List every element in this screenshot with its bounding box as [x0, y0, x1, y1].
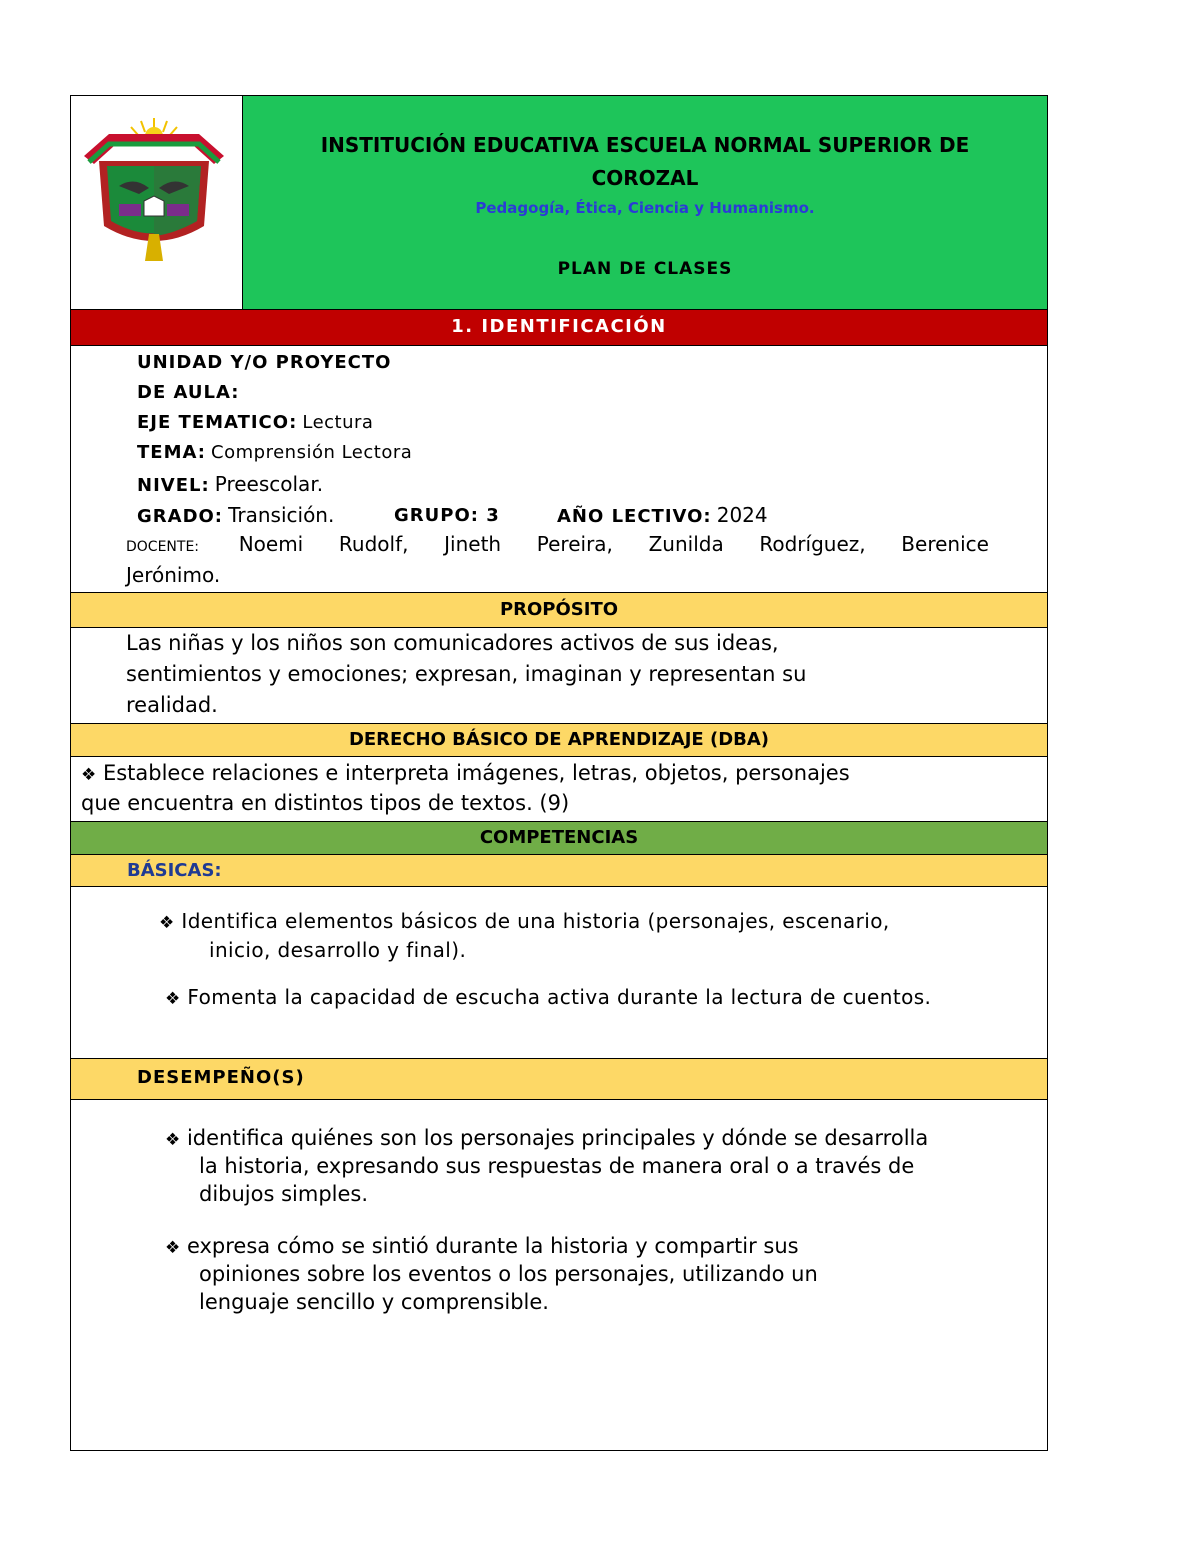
desempeno-line: la historia, expresando sus respuestas de manera oral o a través de	[199, 1154, 915, 1178]
docente-name: Berenice	[901, 532, 989, 556]
competencia-item	[165, 985, 931, 1009]
docente-line2: Jerónimo.	[126, 563, 221, 587]
institution-name-line2: COROZAL	[591, 166, 699, 190]
anio-lectivo-label: AÑO LECTIVO:	[557, 506, 712, 527]
proposito-line: Las niñas y los niños son comunicadores activos de sus ideas,	[126, 631, 779, 655]
identificacion-heading	[71, 309, 1047, 346]
unidad-label-2: DE AULA:	[137, 382, 240, 403]
proposito-line: realidad.	[126, 693, 218, 717]
anio-lectivo-value: 2024	[716, 503, 768, 527]
eje-tematico-value: Lectura	[302, 412, 374, 433]
docente-name: Pereira,	[536, 532, 613, 556]
eje-tematico-row	[137, 412, 373, 433]
docente-name: Zunilda	[648, 532, 724, 556]
unidad-label-1: UNIDAD Y/O PROYECTO	[137, 352, 392, 373]
desempeno-line: opiniones sobre los eventos o los personajes, utilizando un	[199, 1262, 818, 1286]
dba-line1: Establece relaciones e interpreta imágenes, letras, objetos, personajes	[102, 761, 850, 785]
competencias-heading	[71, 821, 1047, 855]
desempeno-line: expresa cómo se sintió durante la historia y compartir sus	[186, 1234, 799, 1258]
dba-line2: que encuentra en distintos tipos de textos. (9)	[81, 791, 570, 815]
docente-name: Rodríguez,	[759, 532, 866, 556]
docente-name: Jineth	[444, 532, 502, 556]
docente-name: Noemi	[238, 532, 304, 556]
diamond-bullet-icon: ❖	[81, 765, 97, 785]
plan-title: PLAN DE CLASES	[557, 259, 733, 279]
dba-item	[81, 761, 850, 785]
grado-label: GRADO:	[137, 506, 224, 527]
dba-heading	[71, 723, 1047, 757]
nivel-label: NIVEL:	[137, 475, 210, 496]
diamond-bullet-icon: ❖	[165, 1238, 181, 1258]
nivel-row	[137, 472, 323, 496]
desempenos-heading	[71, 1058, 1047, 1100]
desempeno-line: dibujos simples.	[199, 1182, 369, 1206]
desempeno-item	[165, 1126, 928, 1150]
diamond-bullet-icon: ❖	[165, 989, 181, 1009]
logo-cell	[71, 96, 243, 309]
diamond-bullet-icon: ❖	[159, 913, 175, 933]
docente-row	[126, 532, 989, 556]
eje-tematico-label: EJE TEMATICO:	[137, 412, 298, 433]
basicas-label: BÁSICAS:	[127, 860, 222, 881]
grado-row	[137, 503, 334, 527]
nivel-value: Preescolar.	[214, 472, 324, 496]
dba-heading-text: DERECHO BÁSICO DE APRENDIZAJE (DBA)	[348, 729, 770, 750]
docente-label: DOCENTE:	[126, 539, 200, 555]
competencia-item1-line1: Identifica elementos básicos de una historia (personajes, escenario,	[181, 909, 890, 933]
diamond-bullet-icon: ❖	[165, 1130, 181, 1150]
anio-lectivo-row	[557, 503, 768, 527]
competencias-heading-text: COMPETENCIAS	[479, 827, 639, 848]
school-crest-icon	[79, 116, 229, 266]
proposito-heading-text: PROPÓSITO	[499, 599, 619, 620]
lesson-plan-document	[70, 95, 1048, 1451]
desempeno-line: identifica quiénes son los personajes principales y dónde se desarrolla	[186, 1126, 929, 1150]
desempenos-heading-text: DESEMPEÑO(S)	[137, 1067, 305, 1088]
competencia-item1-line2: inicio, desarrollo y final).	[209, 938, 467, 962]
competencia-item	[159, 909, 890, 933]
institution-motto: Pedagogía, Ética, Ciencia y Humanismo.	[475, 199, 815, 217]
institution-name-line1: INSTITUCIÓN EDUCATIVA ESCUELA NORMAL SUPERIOR DE	[320, 133, 970, 157]
basicas-bar	[71, 855, 1047, 887]
header-title-cell	[243, 96, 1047, 309]
proposito-line: sentimientos y emociones; expresan, imaginan y representan su	[126, 662, 807, 686]
tema-label: TEMA:	[137, 442, 206, 463]
identificacion-heading-text: 1. IDENTIFICACIÓN	[451, 316, 667, 337]
proposito-heading	[71, 592, 1047, 628]
grupo-label: GRUPO: 3	[394, 505, 500, 526]
tema-value: Comprensión Lectora	[211, 442, 413, 463]
desempeno-line: lenguaje sencillo y comprensible.	[199, 1290, 549, 1314]
tema-row	[137, 442, 412, 463]
competencia-item2: Fomenta la capacidad de escucha activa durante la lectura de cuentos.	[187, 985, 932, 1009]
desempeno-item	[165, 1234, 799, 1258]
grado-value: Transición.	[228, 503, 335, 527]
docente-name: Rudolf,	[338, 532, 409, 556]
